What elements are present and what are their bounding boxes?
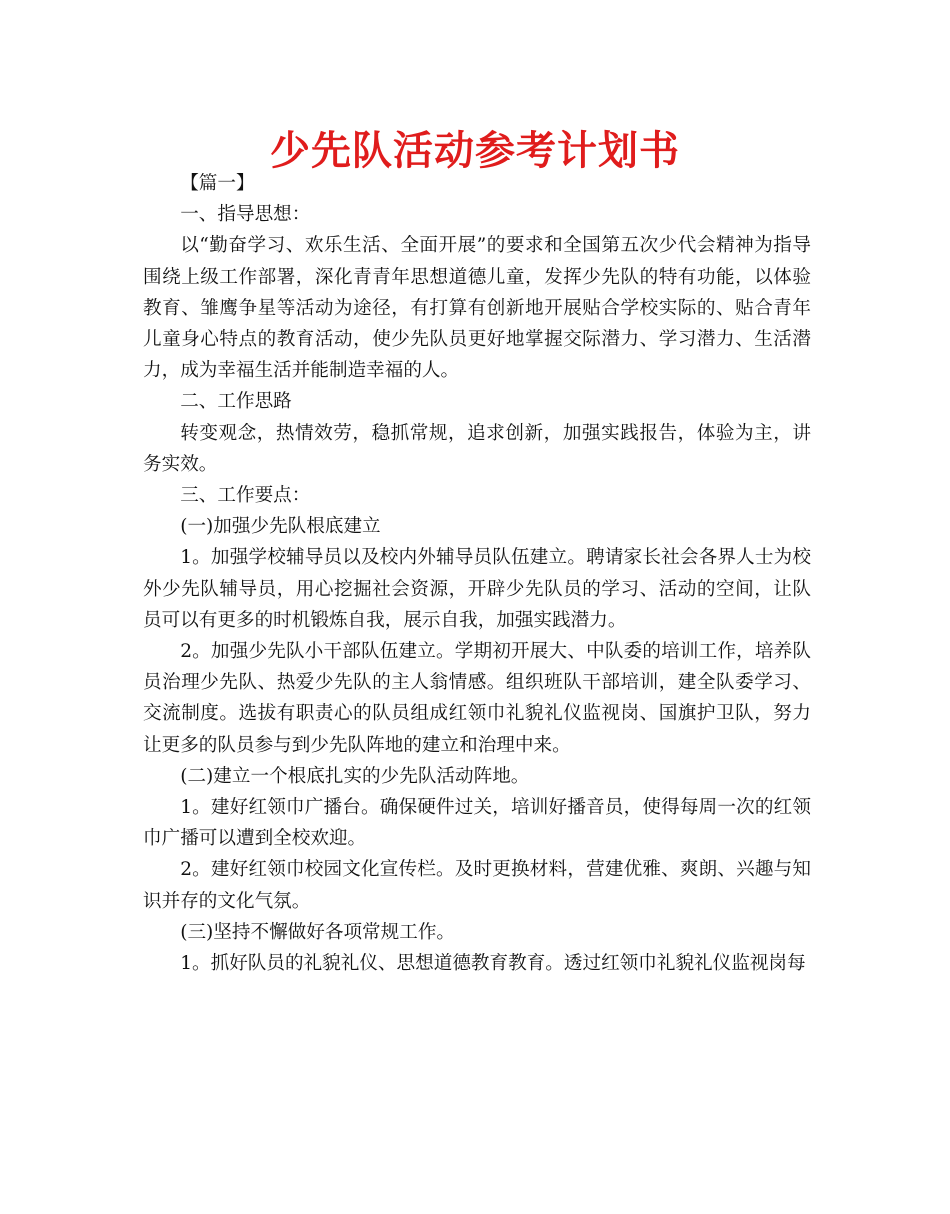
subheading-routine-work: (三)坚持不懈做好各项常规工作。 xyxy=(180,921,456,943)
paragraph-bulletin: 2。建好红领巾校园文化宣传栏。及时更换材料，营建优雅、爽朗、兴趣与知识并存的文化气氛。 xyxy=(143,859,811,912)
paragraph-counselor-team: 1。加强学校辅导员以及校内外辅导员队伍建立。聘请家长社会各界人士为校外少先队辅导员，用心挖掘社会资源，开辟少先队员的学习、活动的空间，让队员可以有更多的时机锻炼自我，展示自我，加强实践潜力。 xyxy=(143,547,811,631)
paragraph-work-approach: 转变观念，热情效劳，稳抓常规，追求创新，加强实践报告，体验为主，讲务实效。 xyxy=(143,422,811,475)
paragraph-guiding-ideology: 以“勤奋学习、欢乐生活、全面开展”的要求和全国第五次少代会精神为指导围绕上级工作部署，深化青青年思想道德儿童，发挥少先队的特有功能，以体验教育、雏鹰争星等活动为途径，有打算有创新地开展贴合学校实际的、贴合青年儿童身心特点的教育活动，使少先队员更好地掌握交际潜力、学习潜力、生活潜力，成为幸福生活并能制造幸福的人。 xyxy=(143,235,811,382)
subheading-activity-base: (二)建立一个根底扎实的少先队活动阵地。 xyxy=(180,765,530,787)
paragraph-cadre-team: 2。加强少先队小干部队伍建立。学期初开展大、中队委的培训工作，培养队员治理少先队、热爱少先队的主人翁情感。组织班队干部培训，建全队委学习、交流制度。选拔有职责心的队员组成红领巾礼貌礼仪监视岗、国旗护卫队，努力让更多的队员参与到少先队阵地的建立和治理中来。 xyxy=(143,641,811,756)
subheading-foundation: (一)加强少先队根底建立 xyxy=(180,516,381,538)
document-title: 少先队活动参考计划书 xyxy=(270,128,680,174)
paragraph-etiquette: 1。抓好队员的礼貌礼仪、思想道德教育教育。透过红领巾礼貌礼仪监视岗每 xyxy=(180,953,806,975)
paragraph-broadcast: 1。建好红领巾广播台。确保硬件过关，培训好播音员，使得每周一次的红领巾广播可以遭到全校欢迎。 xyxy=(143,797,811,850)
heading-work-points: 三、工作要点： xyxy=(180,485,311,507)
heading-work-approach: 二、工作思路 xyxy=(180,391,292,413)
heading-guiding-ideology: 一、指导思想： xyxy=(180,204,311,226)
section-tag: 【篇一】 xyxy=(180,173,255,194)
document-body xyxy=(143,168,811,979)
